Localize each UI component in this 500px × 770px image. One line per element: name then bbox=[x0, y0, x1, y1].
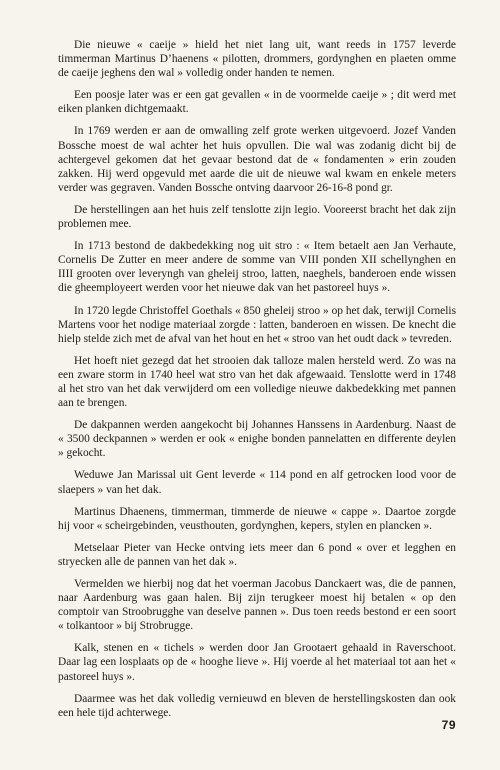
paragraph: Metselaar Pieter van Hecke ontving iets meer dan 6 pond « over et legghen en stryecken alle de pannen van het dak ». bbox=[58, 541, 456, 568]
paragraph: Daarmee was het dak volledig vernieuwd en bleven de herstellingskosten dan ook een hele tijd achterwege. bbox=[58, 692, 456, 719]
page-number: 79 bbox=[441, 718, 456, 732]
paragraph: Weduwe Jan Marissal uit Gent leverde « 114 pond en alf getrocken lood voor de slaepers » van het dak. bbox=[58, 469, 456, 496]
paragraph: Martinus Dhaenens, timmerman, timmerde de nieuwe « cappe ». Daartoe zorgde hij voor « scheirgebinden, veusthouten, gordynghen, kepers, stylen en plancken ». bbox=[58, 505, 456, 532]
paragraph: Vermelden we hierbij nog dat het voerman Jacobus Danckaert was, die de pannen, naar Aardenburg was gaan halen. Bij zijn terugkeer moest hij betalen « op den comptoir van Stroobrugghe van deselve pannen ». Dus toen reeds bestond er een soort « tolkantoor » bij Strobrugge. bbox=[58, 578, 456, 633]
paragraph: In 1713 bestond de dakbedekking nog uit stro : « Item betaelt aen Jan Verhaute, Cornelis De Zutter en meer andere de somme van VIII ponden XII schellynghen en IIII grooten over leveryngh van gheleij stroo, latten, naeghels, banderoen ende wissen die gheemployeert werden voor het nieuwe dak van het pastoreel huys ». bbox=[58, 240, 456, 295]
paragraph: Het hoeft niet gezegd dat het strooien dak talloze malen hersteld werd. Zo was na een zware storm in 1740 heel wat stro van het dak afgewaaid. Tenslotte werd in 1748 al het stro van het dak verwijderd om een volledige nieuwe dakbedekking met pannen aan te brengen. bbox=[58, 354, 456, 410]
paragraph: In 1720 legde Christoffel Goethals « 850 gheleij stroo » op het dak, terwijl Cornelis Martens voor het nodige materiaal zorgde : latten, banderoen en wissen. De knecht die hielp stelde zich met de afval van het hout en het « stroo van het oudt dack » tevreden. bbox=[58, 304, 456, 345]
paragraph: Kalk, stenen en « tichels » werden door Jan Grootaert gehaald in Raverschoot. Daar lag een losplaats op de « hooghe lieve ». Hij voerde al het materiaal tot aan het « pastoreel huys ». bbox=[58, 642, 456, 683]
paragraph: In 1769 werden er aan de omwalling zelf grote werken uitgevoerd. Jozef Vanden Bossche moest de wal achter het huis opvullen. Die wal was zodanig dicht bij de achtergevel gekomen dat het gevaar bestond dat de « fondamenten » erin zouden zakken. Hij werd opgevuld met aarde die uit de nieuwe wal kwam en enkele meters verder was gegraven. Vanden Bossche ontving daarvoor 26-16-8 pond gr. bbox=[58, 125, 456, 194]
paragraph: De dakpannen werden aangekocht bij Johannes Hanssens in Aardenburg. Naast de « 3500 deckpannen » werden er ook « enighe bonden pannelatten en differente deylen » gekocht. bbox=[58, 419, 456, 460]
paragraph: Die nieuwe « caeije » hield het niet lang uit, want reeds in 1757 leverde timmerman Martinus D’haenens « pilotten, drommers, gordynghen en plaeten omme de caeije jeghens den wal » volledig onder handen te nemen. bbox=[58, 39, 456, 80]
paragraph: De herstellingen aan het huis zelf tenslotte zijn legio. Vooreerst bracht het dak zijn problemen mee. bbox=[58, 203, 456, 231]
paragraph: Een poosje later was er een gat gevallen « in de voormelde caeije » ; dit werd met eiken planken dichtgemaakt. bbox=[58, 89, 456, 116]
text-body bbox=[58, 38, 456, 720]
